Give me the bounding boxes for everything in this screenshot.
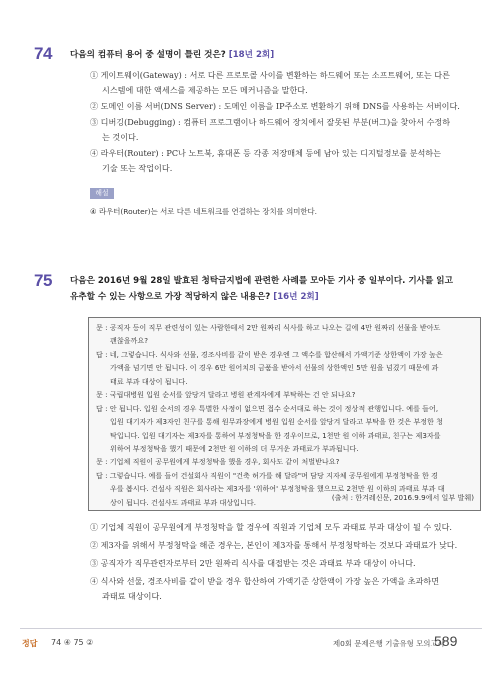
option-3[interactable] (90, 556, 416, 571)
option-line: ③ 디버깅(Debugging) : 컴퓨터 프로그램이나 하드웨어 장치에서 잘못된 부분(버그)을 찾아서 수정하 (90, 117, 451, 127)
dialogue-answer (96, 469, 445, 509)
option-1[interactable] (90, 520, 452, 535)
option-4[interactable] (90, 146, 441, 176)
dialogue-line-cont: 위하여 부정청탁을 했기 때문에 2천만 원 이하의 더 무거운 과태료가 부과됩니다. (110, 444, 359, 454)
option-2[interactable] (90, 538, 457, 553)
answer-label: 정답 (22, 639, 38, 648)
option-line-cont: 시스템에 대한 액세스를 제공하는 모든 메커니즘을 말한다. (102, 85, 308, 96)
dialogue-line-cont: 괜찮을까요? (110, 336, 149, 346)
dialogue-line-cont: 입원 대기자가 제3자인 친구를 통해 원무과장에게 병원 입원 순서를 앞당겨 달라고 부탁을 한 것은 부정한 청 (110, 417, 443, 427)
solution-badge: 해설 (90, 188, 114, 199)
dialogue-question (96, 455, 339, 468)
option-line: ④ 라우터(Router) : PC나 노트북, 휴대폰 등 각종 저장매체 등에 남아 있는 디지털정보를 분석하는 (90, 148, 441, 158)
dialogue-line-cont: 우를 봅시다. 건설사 직원은 회사라는 제3자를 '위하여' 부정청탁을 했으므로 2천만 원 이하의 과태료 부과 대 (110, 484, 445, 494)
option-2[interactable] (90, 99, 460, 114)
question-text (70, 47, 274, 63)
option-line: ① 게이트웨이(Gateway) : 서로 다른 프로토콜 사이를 변환하는 하드웨어 또는 소프트웨어, 또는 다른 (90, 70, 450, 80)
dialogue-line: 답 : 네, 그렇습니다. 식사와 선물, 경조사비를 같이 받은 경우엔 그 액수를 합산해서 가액기준 상한액이 가장 높은 (96, 350, 443, 359)
book-title: 제0회 문제은행 기출유형 모의고사 (333, 639, 445, 648)
source-note: (출처 : 한겨레신문, 2016.9.9에서 일부 발췌) (331, 493, 474, 502)
question-source: [18년 2회] (228, 50, 275, 60)
dialogue-answer (96, 348, 443, 388)
question-prompt: 다음은 2016년 9월 28일 발효된 청탁금지법에 관련한 사례를 모아둔 기사 중 일부이다. 기사를 읽고 (70, 276, 453, 286)
dialogue-line: 문 : 국립대병원 입원 순서를 앞당겨 달라고 병원 관계자에게 부탁하는 건 안 되나요? (96, 390, 356, 399)
solution-text: ④ 라우터(Router)는 서로 다른 네트워크를 연결하는 장치를 의미한다. (90, 207, 318, 216)
question-number: 75 (34, 271, 52, 290)
option-line-cont: 기술 또는 작업이다. (102, 163, 173, 174)
dialogue-question (96, 388, 355, 401)
dialogue-line-cont: 탁입니다. 입원 대기자는 제3자를 통하여 부정청탁을 한 경우이므로, 1천만 원 이하 과태료, 친구는 제3자를 (110, 430, 441, 440)
option-line-cont: 과태료 대상이다. (102, 591, 162, 602)
question-number: 74 (34, 44, 52, 63)
question-source: [16년 2회] (273, 292, 319, 302)
option-4[interactable] (90, 574, 439, 604)
dialogue-question (96, 321, 440, 348)
dialogue-line-cont: 태료 부과 대상이 됩니다. (110, 376, 188, 386)
answer-key: 74 ④ 75 ② (51, 638, 94, 647)
page-number: 589 (434, 633, 458, 649)
question-text (70, 273, 453, 305)
option-1[interactable] (90, 68, 450, 98)
question-prompt: 다음의 컴퓨터 용어 중 설명이 틀린 것은? (70, 50, 226, 60)
dialogue-line-cont: 상이 됩니다. 건설사도 과태료 부과 대상입니다. (110, 497, 256, 507)
dialogue-line: 문 : 공직자 등이 직무 관련성이 있는 사람한테서 2만 원짜리 식사를 하고 나오는 길에 4만 원짜리 선물을 받아도 (96, 323, 441, 332)
option-line: ④ 식사와 선물, 경조사비를 같이 받을 경우 합산하여 가액기준 상한액이 가장 높은 가액을 초과하면 (90, 576, 440, 586)
dialogue-answer (96, 402, 443, 456)
question-prompt: 유추할 수 있는 사항으로 가장 적당하지 않은 내용은? (70, 292, 271, 302)
dialogue-line: 답 : 안 됩니다. 입원 순서의 경우 특별한 사정이 없으면 접수 순서대로 하는 것이 정상적 관행입니다. 예를 들어, (96, 404, 439, 413)
option-line: ① 기업체 직원이 공무원에게 부정청탁을 할 경우에 직원과 기업체 모두 과태료 부과 대상이 될 수 있다. (90, 522, 453, 532)
option-line: ② 도메인 이름 서버(DNS Server) : 도메인 이름을 IP주소로 변환하기 위해 DNS를 사용하는 서버이다. (90, 101, 460, 111)
option-3[interactable] (90, 115, 450, 145)
option-line: ② 제3자를 위해서 부정청탁을 해준 경우는, 본인이 제3자를 통해서 부정청탁하는 것보다 과태료가 낮다. (90, 540, 458, 550)
footer-divider (20, 628, 482, 629)
option-line: ③ 공직자가 직무관련자로부터 2만 원짜리 식사를 대접받는 것은 과태료 부과 대상이 아니다. (90, 558, 416, 568)
dialogue-line: 답 : 그렇습니다. 예를 들어 건설회사 직원이 "건축 허가를 해 달라"며 담당 지자체 공무원에게 부정청탁을 한 경 (96, 471, 438, 480)
dialogue-line-cont: 가액을 넘기면 안 됩니다. 이 경우 6만 원어치의 금품을 받아서 선물의 상한액인 5만 원을 넘겼기 때문에 과 (110, 363, 439, 373)
dialogue-line: 문 : 기업체 직원이 공무원에게 부정청탁을 했을 경우, 회사도 같이 처벌받나요? (96, 457, 340, 466)
option-line-cont: 는 것이다. (102, 132, 139, 143)
